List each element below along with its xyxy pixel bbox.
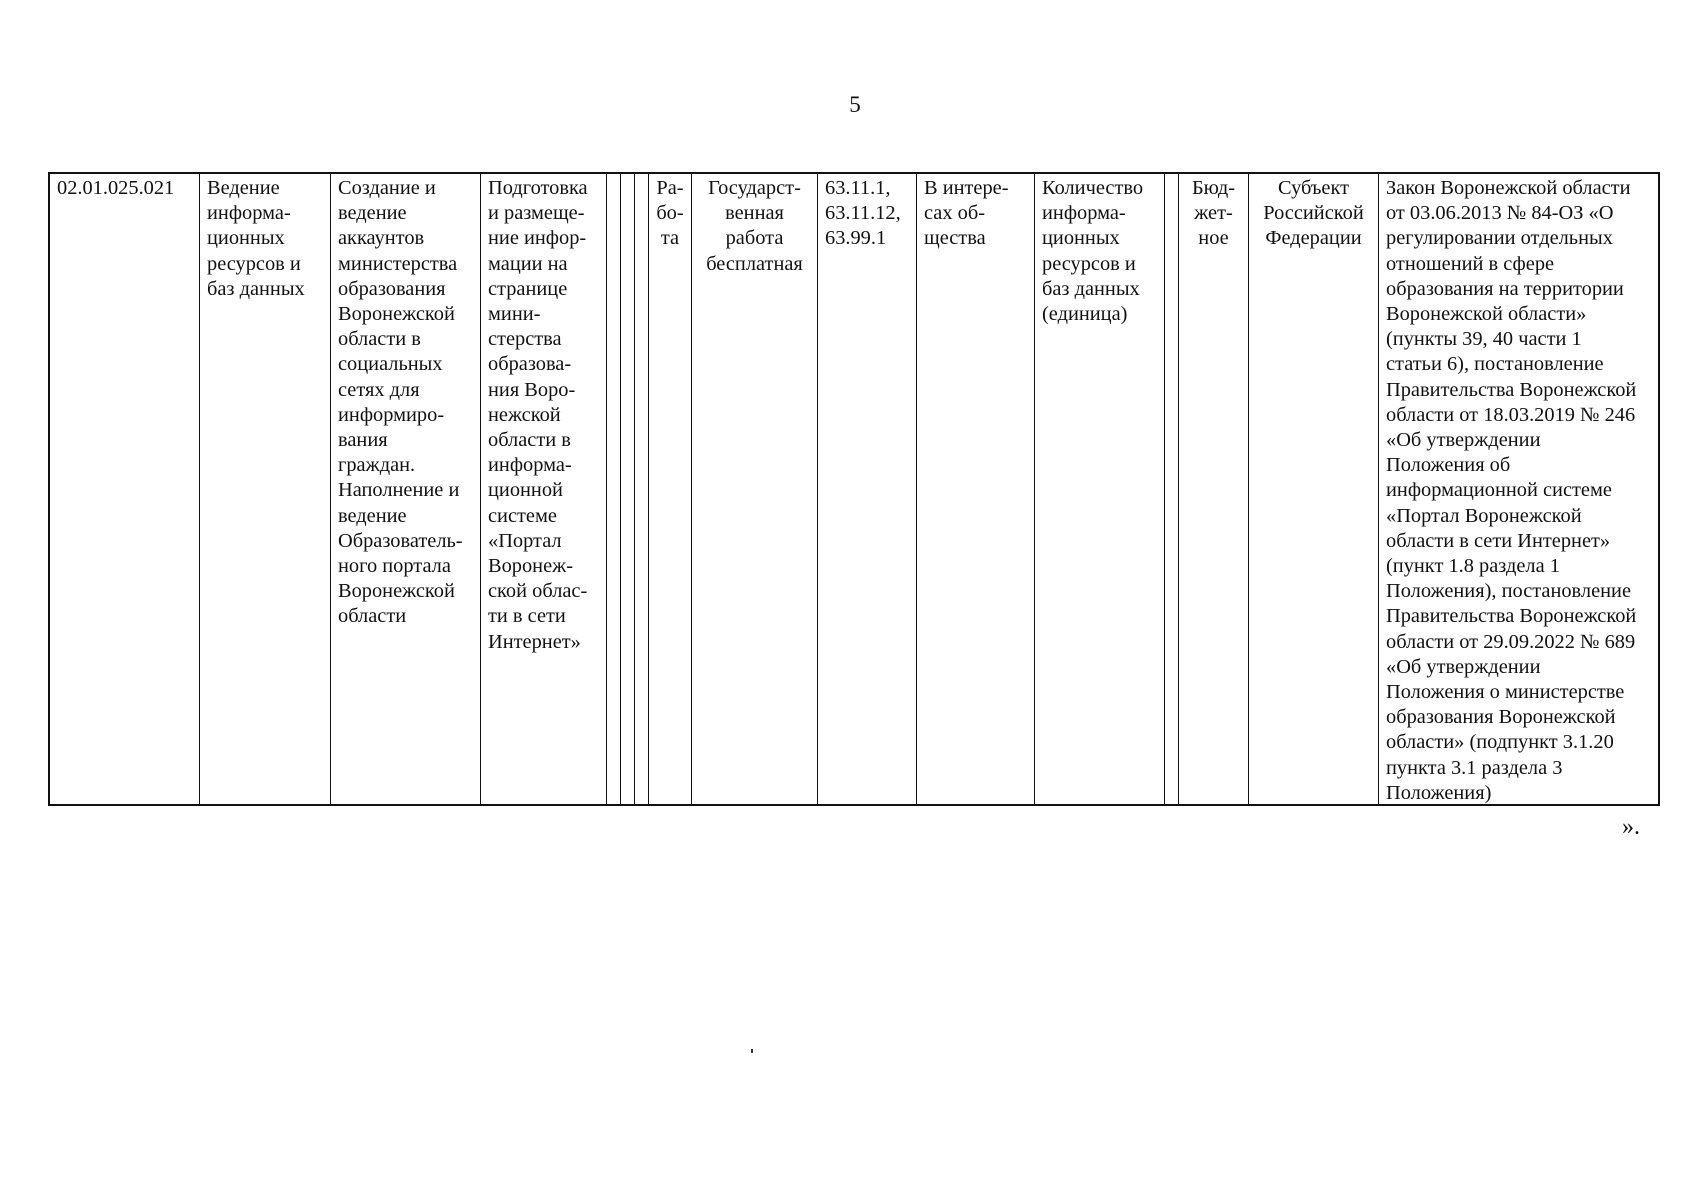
cell-legal-basis: Закон Воронежской области от 03.06.2013 № 84-ОЗ «О регулировании отдельных отношений в сфере образования на территории Воронежской области» (пункты 39, 40 части 1 статьи 6), постановление Правительства Воронежской области от 18.03.2019 № 246 «Об утверждении Положения об информационной системе «Портал Воронежской области в сети Интернет» (пункт 1.8 раздела 1 Положения), постановление Правительства Воронежской области от 29.09.2022 № 689 «Об утверждении Положения о министерстве образования Воронежской области» (подпункт 3.1.20 пункта 3.1 раздела 3 Положения): [1386, 177, 1637, 804]
cell-type: Ра- бо- та: [649, 174, 692, 804]
cell-empty-2: [621, 174, 635, 804]
cell-empty-3: [635, 174, 649, 804]
cell-volume-indicator: Количество информа- ционных ресурсов и баз данных (единица): [1035, 174, 1165, 804]
services-table: [48, 172, 1660, 806]
cell-service-name: Ведение информа- ционных ресурсов и баз данных: [200, 174, 331, 804]
cell-okved: 63.11.1, 63.11.12, 63.99.1: [818, 174, 917, 804]
cell-empty-4: [1165, 174, 1179, 804]
cell-conditions: Подготовка и размеще- ние инфор- мации на странице мини- стерства образова- ния Воро- нежской области в информа- ционной системе «Портал Воронеж- ской облас- ти в сети Интернет»: [481, 174, 607, 804]
closing-quote: ».: [1622, 814, 1640, 840]
cell-consumers: В интере- сах об- щества: [917, 174, 1035, 804]
cell-code: 02.01.025.021: [50, 174, 200, 804]
page-number: 5: [849, 92, 861, 117]
cell-founder: Субъект Российской Федерации: [1249, 174, 1379, 804]
scan-speck: [751, 1049, 753, 1053]
cell-institution-type: Бюд- жет- ное: [1179, 174, 1249, 804]
cell-empty-1: [607, 174, 621, 804]
cell-content: Создание и ведение аккаунтов министерства образования Воронежской области в социальных сетях для информиро- вания граждан. Наполнение и ведение Образователь- ного портала Воронежской области: [331, 174, 481, 804]
cell-payment: Государст- венная работа бесплатная: [692, 174, 818, 804]
